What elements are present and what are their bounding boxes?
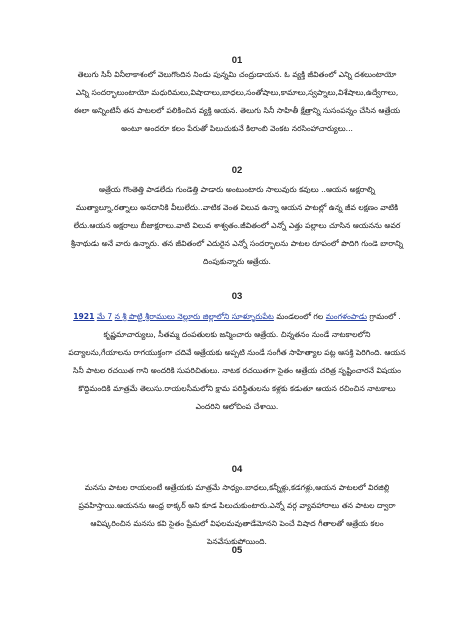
text-line: శ్రీనాథుడు అనే వారు ఉన్నారు. తన జీవితంలో ఎదురైన ఎన్నో సందర్భాలను పాటల రూపంలో పొదిగి గుండె బారాన్ని: [70, 239, 404, 248]
paragraph: [60, 66, 414, 138]
place-link[interactable]: న శ్రీ పొట్టి శ్రీరాములు నెల్లూరు జిల్లాలోని సూళ్ళూరుపేట: [114, 312, 274, 321]
paragraph: [60, 308, 414, 416]
section-number: 02: [231, 165, 243, 176]
text-line: పద్యాలను,గేయాలను రాగయుక్తంగా చదివే ఆత్రేయకు అప్పటి నుండే సంగీత సాహిత్యాల పట్ల ఆసక్తి పెరిగింది. ఆయన: [68, 348, 406, 357]
year-link[interactable]: 1921: [73, 312, 95, 321]
section-number: 05: [231, 545, 243, 556]
village-link[interactable]: మంగళంపాడు: [325, 312, 367, 321]
section-number: 03: [231, 291, 243, 302]
text-line: లేదు.ఆయన అక్షరాలు బీజాక్షరాలు.వాటి విలువ శాశ్వతం.జీవితంలో ఎన్నో ఎత్తు పల్లాలు చూసిన ఆయనను అవర: [73, 221, 401, 230]
text-line: మనసు పాటల రాయలంటే ఆత్రేయకు మాత్రమే సాధ్యం.బాధలు,కన్నీళ్లు,కడగళ్లు,ఆయన పాటలలో విరజిల్లి: [84, 483, 390, 492]
text-line: ఈలా అన్నింటినీ తన పాటలలో పలికించిన వ్యక్తి ఆయన. తెలుగు సినీ సాహితీ క్షేత్రాన్ని సుసంపన్నం చేసిన ఆత్రేయ: [73, 106, 401, 115]
text-line: [60, 308, 414, 326]
date-link[interactable]: మే 7: [96, 312, 113, 321]
section-number: 04: [231, 464, 243, 475]
text-line: ముత్యాల్నూ,రత్నాలు అనదానికి వీలులేదు..వాటిక వెంత విలువ ఉన్నా ఆయన పాటల్లో ఉన్న జీవ లక్షణం వాటికి: [75, 203, 399, 212]
text-line: దింపుకున్నారు ఆత్రేయ.: [203, 257, 271, 266]
section-number: 01: [231, 55, 243, 66]
text-line: తెలుగు సినీ వినీలాకాశంలో వెలుగొందిన నిండు పున్నమి చంద్రుడాయన. ఓ వ్యక్తి జీవితంలో ఎన్ని దశలుంటాయో: [77, 70, 397, 79]
paragraph: [60, 181, 414, 271]
paragraph: [60, 479, 414, 551]
text-segment: గ్రామంలో .: [366, 312, 401, 321]
text-line: సినీ పాటల రచయిత గాని అందరికి సుపరిచితులు. నాటక రచయితగా సైతం ఆత్రేయ చరిత్ర సృష్టించారనే విషయం: [73, 366, 401, 375]
text-line: ఎన్ని సందర్భాలుంటాయో మధురిమలు,విషాదాలు,బాధలు,సంతోషాలు,కామాలు,స్వప్నాలు,విశేషాలు,ఉద్వేగాలు,: [75, 88, 399, 97]
text-line: ఆవిష్కరించిన మనసు కవి సైతం ప్రేమలో విఫలమవుతాడేమోనని పెంచే విషాద గీతాలతో ఆత్రేయ కలం: [90, 519, 384, 528]
text-line: ఆత్రేయ గొంతెత్తి పాడలేదు గుండెత్తి పాడారు అంటుంటారు సాలువురు కవులు ..ఆయన అక్షరాల్ని: [98, 185, 376, 194]
text-line: ప్రవహిస్తాయి.ఆయనను ఆంధ్ర ఠాక్కర్ అని కూడ పిలుచుకుంటారు.ఎన్నో వర్గ వ్యావహారాలు తన పాటల ద్వారా: [78, 501, 396, 510]
text-line: ఎందరిని ఆలోచింప చేశాయి.: [195, 402, 279, 411]
text-line: పెనవేసుకుపోయింది.: [207, 537, 267, 546]
text-line: కృష్ణమాచార్యులు, సీతమ్మ దంపతులకు జన్మించారు ఆత్రేయ. చిన్నతనం నుండే నాటకాలలోని: [103, 330, 371, 339]
text-line: కొద్దిమందికి మాత్రమే తెలుసు.రాయలసీమలోని క్షామ పరిస్థితులను కళ్లకు కడుతూ ఆయన రచించిన నాటకాలు: [78, 384, 396, 393]
text-segment: మండలంలో గల: [273, 312, 324, 321]
text-line: అంటూ అందరూ కలం పేరుతో పిలుచుకునే కిలాంబి వెంకట నరసింహాచార్యులు...: [121, 124, 353, 133]
